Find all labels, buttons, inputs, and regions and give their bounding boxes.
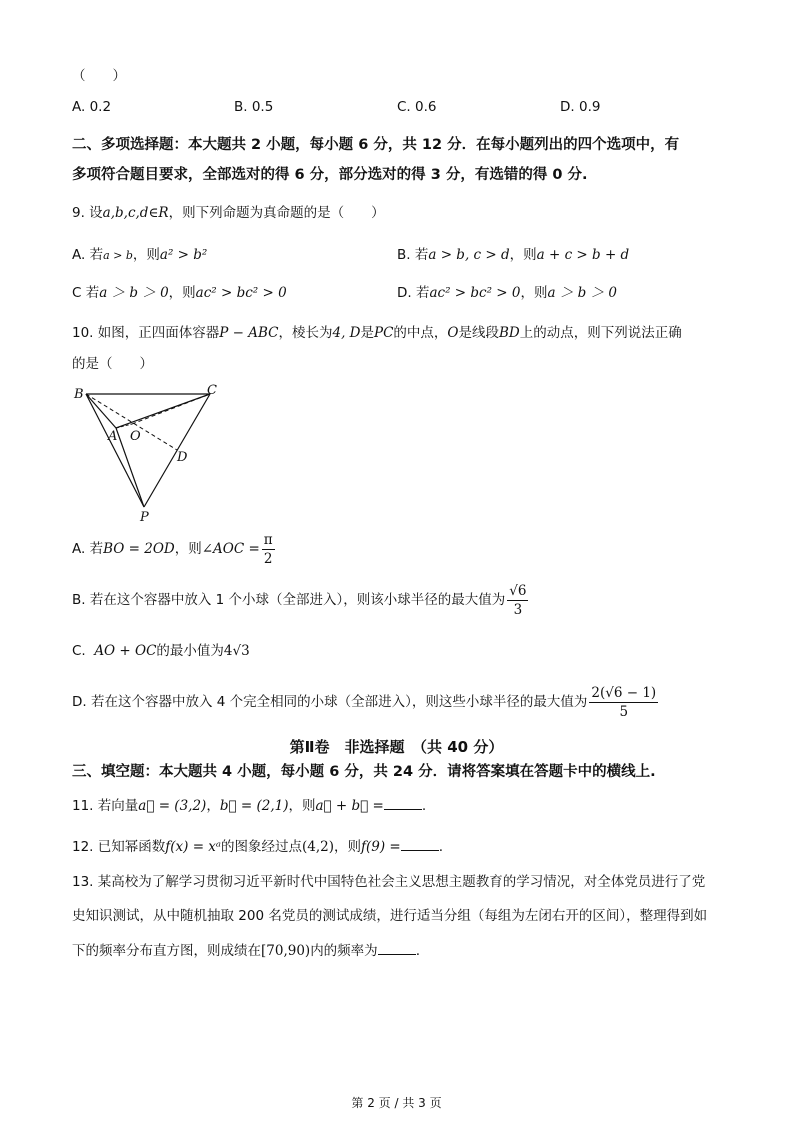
q10-option-a: [72, 530, 277, 568]
q13-line3: [72, 940, 420, 961]
q9-b-mid: ，则: [509, 247, 537, 263]
q13-line1: 13. 某高校为了解学习贯彻习近平新时代中国特色社会主义思想主题教育的学习情况，对全体党员进行了党: [72, 874, 706, 890]
section3-heading: 三、填空题：本大题共 4 小题，每小题 6 分，共 24 分．请将答案填在答题卡中的横线上.: [72, 764, 656, 780]
q13-interval: [70,90): [261, 943, 311, 959]
segment-oc: [132, 394, 210, 424]
q9-b-result: a + c > b + d: [536, 247, 630, 263]
q11-text-d: .: [421, 798, 427, 814]
q10-math-5: BD: [499, 325, 520, 341]
q10-option-c: [72, 641, 250, 661]
q9-c-cond: a ＞ b ＞ 0: [99, 285, 169, 301]
q12-text-b: 的图象经过点: [221, 839, 302, 855]
q10-a-cond: BO = 2OD: [103, 541, 175, 557]
edge-bp: [86, 394, 144, 507]
q9-d-cond: ac² > bc² > 0: [429, 285, 521, 301]
q9-a-cond: a > b: [103, 249, 133, 262]
q9-option-b: [397, 245, 629, 265]
q10-text-c: 是: [360, 325, 374, 341]
q10-d-numerator: 2(√6 − 1): [591, 684, 657, 701]
q13-answer-blank[interactable]: [378, 940, 416, 955]
q13-line2: 史知识测试，从中随机抽取 200 名党员的测试成绩，进行适当分组（每组为左闭右开的区间），整理得到如: [72, 908, 708, 924]
q10-a-mid: ，则: [174, 541, 202, 557]
q10-d-denominator: 5: [619, 703, 629, 720]
q12-text-a: 12. 已知幂函数: [72, 839, 166, 855]
q11: [72, 795, 426, 816]
q9-option-c: [72, 283, 287, 303]
q9-d-result: a ＞ b ＞ 0: [547, 285, 617, 301]
q10-c-label: C.: [72, 643, 86, 659]
q9-d-mid: ，则: [520, 285, 548, 301]
section2-heading-line1: 二、多项选择题：本大题共 2 小题，每小题 6 分，共 12 分．在每小题列出的四个选项中，有: [72, 137, 680, 153]
q11-math-2: b⃗ = (2,1): [219, 798, 289, 814]
q10-text-f: 上的动点，则下列说法正确: [519, 325, 682, 341]
label-p: P: [140, 510, 149, 525]
q8-option-a: A. 0.2: [72, 99, 112, 115]
q13-text-c: .: [415, 943, 420, 959]
section2-heading-line2: 多项符合题目要求，全部选对的得 6 分，部分选对的得 3 分，有选错的得 0 分.: [72, 167, 588, 183]
part2-title: 第Ⅱ卷 非选择题 （共 40 分）: [289, 738, 504, 756]
q9-stem: [72, 203, 385, 223]
q13-text-b: 内的频率为: [310, 943, 378, 959]
q10-d-text: D. 若在这个容器中放入 4 个完全相同的小球（全部进入），则这些小球半径的最大值为: [72, 694, 588, 710]
q10-c-expr: AO + OC: [94, 643, 157, 659]
q12-math-1: f(x) = xᵃ: [165, 839, 221, 855]
q12: [72, 836, 443, 857]
q10-stem-line2: 的是（ ）: [72, 356, 153, 372]
q12-answer-blank[interactable]: [401, 836, 439, 851]
q10-a-fraction: [262, 531, 275, 568]
q9-stem-prefix: 9. 设: [72, 205, 103, 221]
q9-d-label: D. 若: [397, 285, 430, 301]
q11-answer-blank[interactable]: [384, 795, 422, 810]
answer-paren: （ ）: [72, 68, 126, 84]
q11-text-a: 11. 若向量: [72, 798, 139, 814]
q10-stem-line1: [72, 323, 682, 343]
label-b: B: [74, 387, 84, 402]
q9-stem-suffix: ，则下列命题为真命题的是（ ）: [168, 205, 385, 221]
label-o: O: [130, 429, 141, 444]
q11-math-3: a⃗ + b⃗ =: [315, 798, 384, 814]
q10-text-e: 是线段: [458, 325, 499, 341]
q12-text-c: ，则: [334, 839, 362, 855]
q10-math-4: O: [447, 325, 459, 341]
q9-a-mid: ，则: [132, 247, 160, 263]
q12-text-d: .: [438, 839, 444, 855]
q9-b-label: B. 若: [397, 247, 429, 263]
q10-math-1: P − ABC: [219, 325, 279, 341]
q9-a-result: a² > b²: [159, 247, 208, 263]
q10-text-b: ，棱长为: [278, 325, 333, 341]
q9-stem-math: a,b,c,d∈R: [102, 205, 169, 221]
q10-d-fraction: [589, 684, 658, 721]
q11-math-1: a⃗ = (3,2): [138, 798, 207, 814]
q10-text-a: 10. 如图，正四面体容器: [72, 325, 220, 341]
q9-b-cond: a > b, c > d: [428, 247, 510, 263]
q10-a-denominator: 2: [263, 550, 273, 567]
q9-option-d: [397, 283, 617, 303]
q10-math-2: 4, D: [332, 325, 361, 341]
q9-c-result: ac² > bc² > 0: [195, 285, 287, 301]
q10-option-b: [72, 581, 530, 619]
q10-a-label: A. 若: [72, 541, 104, 557]
q9-option-a: [72, 245, 207, 266]
q10-b-numerator: √6: [509, 582, 527, 599]
label-c: C: [207, 383, 217, 398]
q8-option-c: C. 0.6: [397, 99, 437, 115]
label-d: D: [177, 450, 188, 465]
q8-option-d: D. 0.9: [560, 99, 601, 115]
q11-text-c: ，则: [288, 798, 316, 814]
q10-b-fraction: [507, 582, 528, 619]
q10-text-d: 的中点，: [393, 325, 448, 341]
q13-text-a: 下的频率分布直方图，则成绩在: [72, 943, 261, 959]
q10-b-denominator: 3: [513, 601, 523, 618]
q10-b-text: B. 若在这个容器中放入 1 个小球（全部进入），则该小球半径的最大值为: [72, 592, 506, 608]
q10-c-value: 4√3: [223, 643, 250, 659]
q12-math-2: (4,2): [302, 839, 335, 855]
q8-option-b: B. 0.5: [234, 99, 274, 115]
tetrahedron-figure: [70, 380, 230, 525]
q10-a-numerator: π: [263, 531, 273, 548]
page-footer: 第 2 页 / 共 3 页: [351, 1096, 442, 1110]
q9-c-label: C 若: [72, 285, 100, 301]
q11-text-b: ，: [206, 798, 220, 814]
q9-c-mid: ，则: [168, 285, 196, 301]
q10-option-d: [72, 683, 660, 721]
edge-ac: [116, 394, 210, 428]
label-a: A: [108, 429, 118, 444]
q12-math-3: f(9) =: [361, 839, 401, 855]
q10-a-result: ∠AOC =: [201, 541, 260, 557]
q10-math-3: PC: [374, 325, 394, 341]
q9-a-label: A. 若: [72, 247, 104, 263]
q10-c-text: 的最小值为: [156, 643, 224, 659]
